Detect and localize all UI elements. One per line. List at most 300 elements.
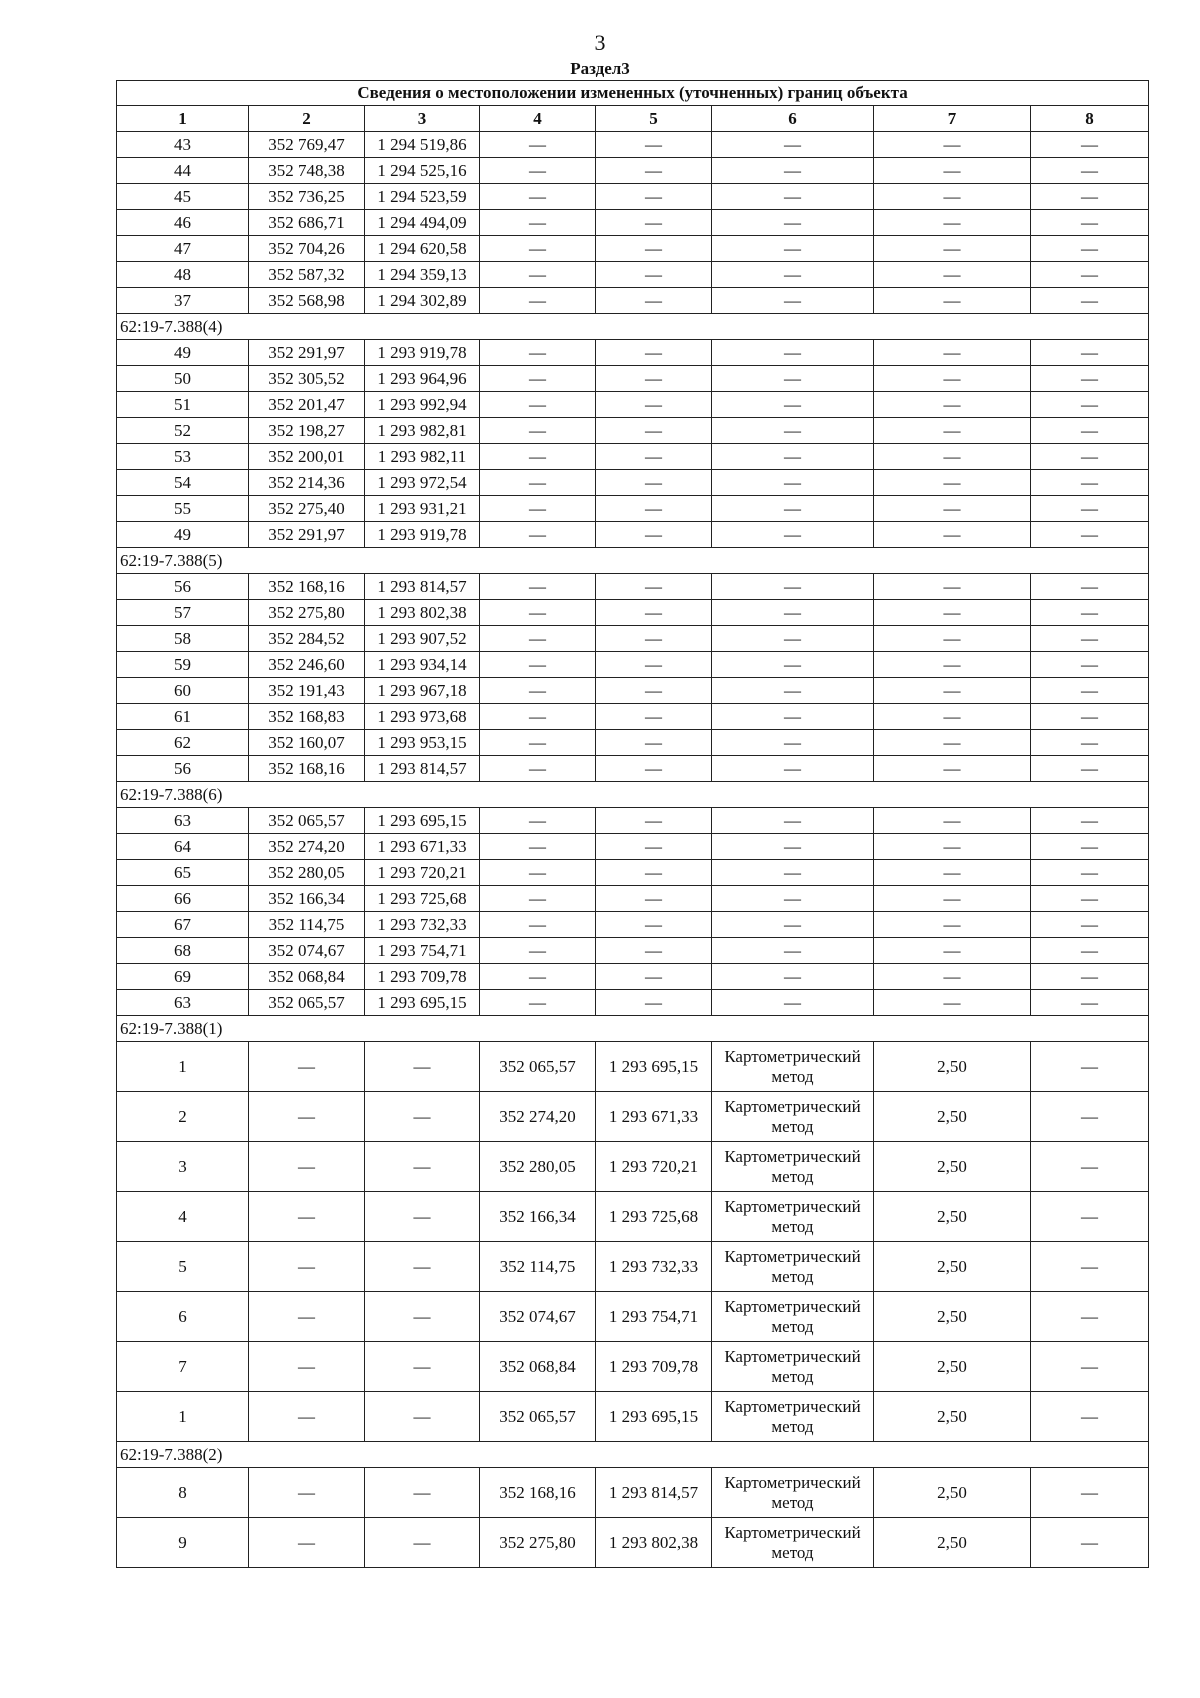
- cell-y-new: —: [596, 730, 712, 756]
- cell-accuracy: —: [874, 834, 1031, 860]
- table-row: [117, 470, 1149, 496]
- cell-y-new: —: [596, 132, 712, 158]
- cell-y-old: 1 293 907,52: [365, 626, 480, 652]
- cell-y-old: 1 293 695,15: [365, 808, 480, 834]
- table-row: [117, 938, 1149, 964]
- cell-y-new: —: [596, 392, 712, 418]
- cell-y-old: 1 294 302,89: [365, 288, 480, 314]
- cell-y-old: 1 293 919,78: [365, 522, 480, 548]
- cell-description: —: [1031, 236, 1149, 262]
- cell-accuracy: —: [874, 210, 1031, 236]
- cell-point-number: 68: [117, 938, 249, 964]
- cell-description: —: [1031, 834, 1149, 860]
- cell-y-old: —: [365, 1342, 480, 1392]
- cell-x-old: 352 587,32: [249, 262, 365, 288]
- cell-y-new: —: [596, 704, 712, 730]
- cell-y-old: —: [365, 1042, 480, 1092]
- cell-point-number: 47: [117, 236, 249, 262]
- cell-y-old: 1 293 802,38: [365, 600, 480, 626]
- cell-y-old: 1 293 671,33: [365, 834, 480, 860]
- group-header-row: [117, 548, 1149, 574]
- cell-x-new: —: [480, 626, 596, 652]
- cell-y-old: 1 293 720,21: [365, 860, 480, 886]
- cell-point-number: 62: [117, 730, 249, 756]
- cell-accuracy: —: [874, 912, 1031, 938]
- cell-y-new: —: [596, 886, 712, 912]
- cell-point-number: 2: [117, 1092, 249, 1142]
- cell-y-old: 1 293 972,54: [365, 470, 480, 496]
- cell-accuracy: —: [874, 990, 1031, 1016]
- cell-method: —: [712, 860, 874, 886]
- column-number: 6: [712, 106, 874, 132]
- cell-y-old: 1 293 982,81: [365, 418, 480, 444]
- cell-x-new: 352 275,80: [480, 1518, 596, 1568]
- cell-y-old: 1 293 967,18: [365, 678, 480, 704]
- cell-x-old: 352 275,40: [249, 496, 365, 522]
- group-label: 62:19-7.388(4): [117, 314, 1149, 340]
- cell-x-new: —: [480, 600, 596, 626]
- cell-x-old: 352 068,84: [249, 964, 365, 990]
- table-body: [117, 81, 1149, 1568]
- cell-accuracy: —: [874, 964, 1031, 990]
- cell-y-old: 1 293 754,71: [365, 938, 480, 964]
- cell-description: —: [1031, 184, 1149, 210]
- cell-y-new: 1 293 671,33: [596, 1092, 712, 1142]
- cell-description: —: [1031, 1342, 1149, 1392]
- cell-point-number: 65: [117, 860, 249, 886]
- cell-x-new: 352 168,16: [480, 1468, 596, 1518]
- cell-description: —: [1031, 340, 1149, 366]
- table-row: [117, 418, 1149, 444]
- cell-x-new: —: [480, 678, 596, 704]
- cell-y-old: 1 293 934,14: [365, 652, 480, 678]
- cell-y-old: —: [365, 1092, 480, 1142]
- cell-description: —: [1031, 1092, 1149, 1142]
- cell-accuracy: —: [874, 132, 1031, 158]
- cell-point-number: 58: [117, 626, 249, 652]
- cell-y-new: —: [596, 444, 712, 470]
- cell-method: —: [712, 808, 874, 834]
- cell-y-old: 1 294 494,09: [365, 210, 480, 236]
- cell-description: —: [1031, 1392, 1149, 1442]
- cell-point-number: 60: [117, 678, 249, 704]
- cell-x-new: —: [480, 756, 596, 782]
- table-row: [117, 808, 1149, 834]
- cell-point-number: 63: [117, 808, 249, 834]
- cell-y-old: —: [365, 1192, 480, 1242]
- cell-description: —: [1031, 600, 1149, 626]
- cell-point-number: 57: [117, 600, 249, 626]
- cell-x-new: 352 274,20: [480, 1092, 596, 1142]
- cell-description: —: [1031, 1142, 1149, 1192]
- cell-y-new: —: [596, 184, 712, 210]
- cell-description: —: [1031, 574, 1149, 600]
- cell-point-number: 6: [117, 1292, 249, 1342]
- group-header-row: [117, 782, 1149, 808]
- cell-y-new: —: [596, 964, 712, 990]
- cell-method: Картометрический метод: [712, 1292, 874, 1342]
- cell-x-new: —: [480, 912, 596, 938]
- cell-method: Картометрический метод: [712, 1192, 874, 1242]
- cell-description: —: [1031, 678, 1149, 704]
- cell-x-old: 352 686,71: [249, 210, 365, 236]
- cell-description: —: [1031, 990, 1149, 1016]
- cell-description: —: [1031, 210, 1149, 236]
- cell-x-old: 352 166,34: [249, 886, 365, 912]
- cell-y-new: —: [596, 496, 712, 522]
- table-row: [117, 652, 1149, 678]
- cell-y-new: —: [596, 912, 712, 938]
- cell-method: —: [712, 522, 874, 548]
- cell-x-new: —: [480, 470, 596, 496]
- cell-point-number: 66: [117, 886, 249, 912]
- cell-accuracy: —: [874, 574, 1031, 600]
- cell-point-number: 52: [117, 418, 249, 444]
- cell-accuracy: —: [874, 938, 1031, 964]
- cell-description: —: [1031, 730, 1149, 756]
- cell-x-new: —: [480, 860, 596, 886]
- cell-point-number: 1: [117, 1042, 249, 1092]
- table-row: [117, 1242, 1149, 1292]
- cell-y-new: —: [596, 990, 712, 1016]
- cell-x-new: —: [480, 990, 596, 1016]
- cell-accuracy: —: [874, 262, 1031, 288]
- cell-x-old: 352 168,83: [249, 704, 365, 730]
- cell-x-old: 352 198,27: [249, 418, 365, 444]
- cell-accuracy: —: [874, 808, 1031, 834]
- cell-y-old: —: [365, 1392, 480, 1442]
- cell-x-old: 352 074,67: [249, 938, 365, 964]
- cell-x-new: —: [480, 444, 596, 470]
- table-row: [117, 1392, 1149, 1442]
- cell-x-old: —: [249, 1342, 365, 1392]
- cell-x-new: 352 280,05: [480, 1142, 596, 1192]
- cell-x-old: —: [249, 1192, 365, 1242]
- cell-description: —: [1031, 392, 1149, 418]
- cell-description: —: [1031, 704, 1149, 730]
- cell-description: —: [1031, 912, 1149, 938]
- cell-x-old: 352 214,36: [249, 470, 365, 496]
- cell-method: —: [712, 392, 874, 418]
- cell-y-new: 1 293 725,68: [596, 1192, 712, 1242]
- cell-description: —: [1031, 1292, 1149, 1342]
- column-number-row: [117, 106, 1149, 132]
- group-label: 62:19-7.388(1): [117, 1016, 1149, 1042]
- cell-x-old: 352 275,80: [249, 600, 365, 626]
- cell-y-old: 1 294 359,13: [365, 262, 480, 288]
- cell-description: —: [1031, 418, 1149, 444]
- cell-accuracy: —: [874, 652, 1031, 678]
- cell-x-old: 352 704,26: [249, 236, 365, 262]
- cell-point-number: 67: [117, 912, 249, 938]
- cell-method: —: [712, 886, 874, 912]
- cell-x-old: —: [249, 1142, 365, 1192]
- cell-y-old: 1 294 523,59: [365, 184, 480, 210]
- cell-y-new: —: [596, 652, 712, 678]
- cell-description: —: [1031, 626, 1149, 652]
- cell-x-new: 352 114,75: [480, 1242, 596, 1292]
- cell-method: Картометрический метод: [712, 1242, 874, 1292]
- cell-y-new: 1 293 754,71: [596, 1292, 712, 1342]
- cell-x-old: —: [249, 1242, 365, 1292]
- cell-method: Картометрический метод: [712, 1042, 874, 1092]
- cell-x-new: —: [480, 834, 596, 860]
- table-row: [117, 392, 1149, 418]
- table-row: [117, 990, 1149, 1016]
- group-header-row: [117, 1016, 1149, 1042]
- cell-method: —: [712, 236, 874, 262]
- table-row: [117, 262, 1149, 288]
- table-row: [117, 860, 1149, 886]
- cell-accuracy: 2,50: [874, 1192, 1031, 1242]
- cell-y-new: —: [596, 834, 712, 860]
- cell-method: —: [712, 470, 874, 496]
- group-header-row: [117, 1442, 1149, 1468]
- cell-y-new: —: [596, 756, 712, 782]
- cell-method: —: [712, 574, 874, 600]
- table-caption-row: [117, 81, 1149, 106]
- cell-y-new: —: [596, 574, 712, 600]
- cell-point-number: 59: [117, 652, 249, 678]
- cell-point-number: 8: [117, 1468, 249, 1518]
- cell-x-new: —: [480, 938, 596, 964]
- cell-point-number: 5: [117, 1242, 249, 1292]
- cell-method: —: [712, 626, 874, 652]
- cell-y-old: 1 293 814,57: [365, 756, 480, 782]
- cell-x-old: 352 736,25: [249, 184, 365, 210]
- cell-accuracy: 2,50: [874, 1342, 1031, 1392]
- cell-x-old: 352 274,20: [249, 834, 365, 860]
- table-row: [117, 574, 1149, 600]
- cell-description: —: [1031, 1468, 1149, 1518]
- cell-method: Картометрический метод: [712, 1518, 874, 1568]
- group-label: 62:19-7.388(6): [117, 782, 1149, 808]
- cell-accuracy: 2,50: [874, 1468, 1031, 1518]
- cell-point-number: 43: [117, 132, 249, 158]
- cell-x-new: —: [480, 184, 596, 210]
- cell-y-old: —: [365, 1518, 480, 1568]
- table-row: [117, 210, 1149, 236]
- cell-y-new: 1 293 732,33: [596, 1242, 712, 1292]
- cell-method: —: [712, 964, 874, 990]
- cell-accuracy: —: [874, 184, 1031, 210]
- cell-accuracy: —: [874, 340, 1031, 366]
- cell-point-number: 63: [117, 990, 249, 1016]
- cell-method: —: [712, 366, 874, 392]
- cell-point-number: 49: [117, 522, 249, 548]
- column-number: 7: [874, 106, 1031, 132]
- column-number: 2: [249, 106, 365, 132]
- cell-point-number: 69: [117, 964, 249, 990]
- cell-method: —: [712, 418, 874, 444]
- cell-x-new: —: [480, 340, 596, 366]
- cell-accuracy: —: [874, 366, 1031, 392]
- cell-accuracy: —: [874, 236, 1031, 262]
- cell-description: —: [1031, 1042, 1149, 1092]
- table-row: [117, 1092, 1149, 1142]
- cell-point-number: 55: [117, 496, 249, 522]
- cell-accuracy: 2,50: [874, 1242, 1031, 1292]
- cell-y-old: 1 293 695,15: [365, 990, 480, 1016]
- cell-description: —: [1031, 860, 1149, 886]
- cell-point-number: 64: [117, 834, 249, 860]
- cell-x-new: —: [480, 522, 596, 548]
- table-row: [117, 158, 1149, 184]
- column-number: 8: [1031, 106, 1149, 132]
- cell-method: —: [712, 938, 874, 964]
- cell-method: —: [712, 600, 874, 626]
- cell-y-new: —: [596, 938, 712, 964]
- cell-x-new: —: [480, 704, 596, 730]
- cell-point-number: 56: [117, 756, 249, 782]
- cell-method: —: [712, 210, 874, 236]
- cell-x-new: —: [480, 288, 596, 314]
- cell-point-number: 61: [117, 704, 249, 730]
- cell-description: —: [1031, 132, 1149, 158]
- cell-x-new: —: [480, 366, 596, 392]
- group-header-row: [117, 314, 1149, 340]
- table-row: [117, 288, 1149, 314]
- cell-point-number: 4: [117, 1192, 249, 1242]
- cell-y-old: 1 293 973,68: [365, 704, 480, 730]
- table-row: [117, 912, 1149, 938]
- cell-method: —: [712, 834, 874, 860]
- cell-method: —: [712, 184, 874, 210]
- table-row: [117, 1292, 1149, 1342]
- cell-y-old: 1 293 992,94: [365, 392, 480, 418]
- table-row: [117, 1468, 1149, 1518]
- cell-method: —: [712, 652, 874, 678]
- cell-method: Картометрический метод: [712, 1392, 874, 1442]
- table-row: [117, 964, 1149, 990]
- cell-description: —: [1031, 496, 1149, 522]
- cell-point-number: 50: [117, 366, 249, 392]
- cell-accuracy: —: [874, 730, 1031, 756]
- table-row: [117, 600, 1149, 626]
- cell-x-old: —: [249, 1518, 365, 1568]
- cell-x-old: 352 201,47: [249, 392, 365, 418]
- table-row: [117, 1342, 1149, 1392]
- cell-description: —: [1031, 288, 1149, 314]
- cell-point-number: 54: [117, 470, 249, 496]
- cell-accuracy: —: [874, 756, 1031, 782]
- cell-accuracy: 2,50: [874, 1142, 1031, 1192]
- cell-point-number: 1: [117, 1392, 249, 1442]
- cell-x-new: —: [480, 886, 596, 912]
- cell-x-old: 352 114,75: [249, 912, 365, 938]
- cell-method: —: [712, 678, 874, 704]
- cell-y-old: 1 293 919,78: [365, 340, 480, 366]
- cell-y-old: 1 293 953,15: [365, 730, 480, 756]
- cell-y-new: —: [596, 210, 712, 236]
- cell-accuracy: 2,50: [874, 1292, 1031, 1342]
- cell-x-old: 352 291,97: [249, 522, 365, 548]
- cell-y-new: —: [596, 366, 712, 392]
- cell-x-old: 352 200,01: [249, 444, 365, 470]
- table-row: [117, 886, 1149, 912]
- section-title: Раздел3: [570, 59, 630, 78]
- cell-point-number: 56: [117, 574, 249, 600]
- cell-y-old: 1 294 620,58: [365, 236, 480, 262]
- cell-y-old: 1 293 709,78: [365, 964, 480, 990]
- table-row: [117, 1192, 1149, 1242]
- cell-accuracy: —: [874, 678, 1031, 704]
- cell-description: —: [1031, 444, 1149, 470]
- cell-y-new: 1 293 695,15: [596, 1042, 712, 1092]
- cell-description: —: [1031, 1518, 1149, 1568]
- table-row: [117, 522, 1149, 548]
- cell-accuracy: —: [874, 288, 1031, 314]
- table-row: [117, 1142, 1149, 1192]
- cell-x-old: 352 748,38: [249, 158, 365, 184]
- cell-point-number: 49: [117, 340, 249, 366]
- cell-description: —: [1031, 964, 1149, 990]
- table-row: [117, 366, 1149, 392]
- cell-method: —: [712, 158, 874, 184]
- cell-method: —: [712, 288, 874, 314]
- cell-y-new: 1 293 814,57: [596, 1468, 712, 1518]
- cell-method: —: [712, 704, 874, 730]
- table-row: [117, 756, 1149, 782]
- table-row: [117, 834, 1149, 860]
- cell-y-new: 1 293 695,15: [596, 1392, 712, 1442]
- cell-x-old: —: [249, 1468, 365, 1518]
- cell-y-old: 1 294 519,86: [365, 132, 480, 158]
- cell-method: —: [712, 496, 874, 522]
- cell-accuracy: 2,50: [874, 1042, 1031, 1092]
- coordinates-table: [116, 80, 1149, 1568]
- cell-method: —: [712, 132, 874, 158]
- cell-point-number: 7: [117, 1342, 249, 1392]
- cell-accuracy: —: [874, 444, 1031, 470]
- cell-y-new: —: [596, 158, 712, 184]
- table-row: [117, 236, 1149, 262]
- cell-y-old: 1 294 525,16: [365, 158, 480, 184]
- cell-x-old: —: [249, 1292, 365, 1342]
- cell-accuracy: —: [874, 418, 1031, 444]
- cell-accuracy: —: [874, 860, 1031, 886]
- cell-x-old: 352 191,43: [249, 678, 365, 704]
- cell-description: —: [1031, 366, 1149, 392]
- cell-x-old: 352 160,07: [249, 730, 365, 756]
- cell-y-new: —: [596, 626, 712, 652]
- cell-y-new: —: [596, 470, 712, 496]
- cell-x-old: 352 246,60: [249, 652, 365, 678]
- cell-description: —: [1031, 808, 1149, 834]
- cell-x-old: 352 568,98: [249, 288, 365, 314]
- cell-method: —: [712, 340, 874, 366]
- cell-accuracy: —: [874, 886, 1031, 912]
- cell-y-new: —: [596, 860, 712, 886]
- cell-x-new: —: [480, 132, 596, 158]
- cell-method: —: [712, 990, 874, 1016]
- cell-x-old: 352 065,57: [249, 990, 365, 1016]
- cell-x-new: —: [480, 418, 596, 444]
- cell-x-new: —: [480, 574, 596, 600]
- cell-x-old: 352 065,57: [249, 808, 365, 834]
- cell-method: Картометрический метод: [712, 1342, 874, 1392]
- cell-method: Картометрический метод: [712, 1092, 874, 1142]
- cell-accuracy: —: [874, 522, 1031, 548]
- cell-y-new: 1 293 709,78: [596, 1342, 712, 1392]
- cell-x-new: —: [480, 496, 596, 522]
- cell-method: Картометрический метод: [712, 1142, 874, 1192]
- cell-y-old: 1 293 725,68: [365, 886, 480, 912]
- cell-y-new: —: [596, 288, 712, 314]
- cell-x-new: —: [480, 964, 596, 990]
- cell-accuracy: —: [874, 600, 1031, 626]
- cell-method: —: [712, 912, 874, 938]
